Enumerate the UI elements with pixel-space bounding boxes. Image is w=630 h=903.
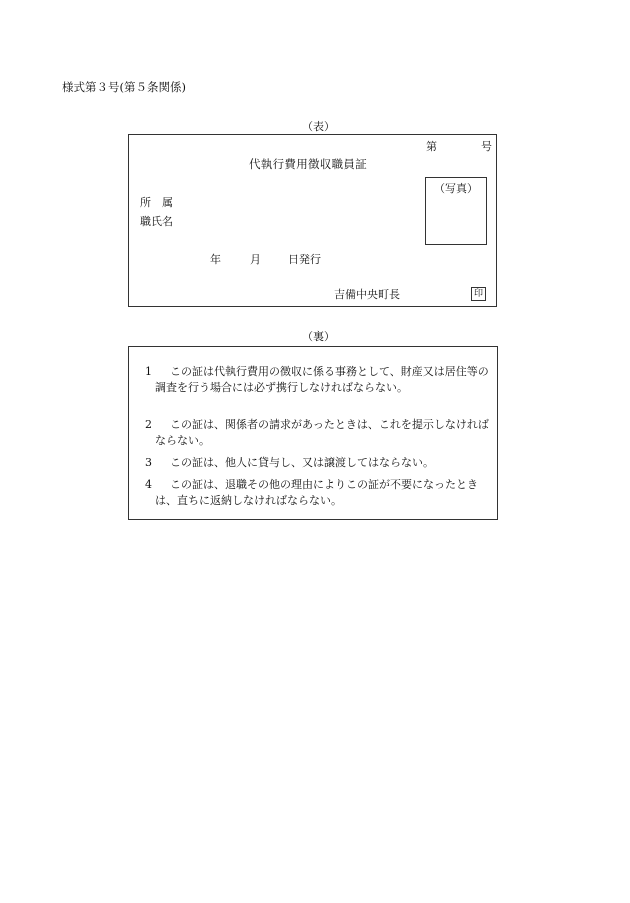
rule-number: 3 [145, 456, 152, 469]
rule-number: 4 [145, 478, 152, 491]
issue-month-label: 月 [250, 253, 261, 266]
seal-stamp: 印 [471, 287, 486, 301]
card-name: 代執行費用徴収職員証 [249, 157, 367, 171]
rule-item [145, 364, 490, 396]
card-number-prefix: 第 [426, 140, 437, 153]
back-caption: （裏） [302, 330, 335, 343]
card-back [128, 346, 498, 520]
name-label: 職氏名 [140, 215, 173, 228]
rule-text: この証は代執行費用の徴収に係る事務として、財産又は居住等の調査を行う場合には必ず携行しなければならない。 [155, 365, 489, 394]
card-front [128, 134, 497, 307]
affiliation-label: 所 属 [140, 196, 173, 209]
photo-label: （写真） [434, 182, 478, 195]
rule-text: この証は、退職その他の理由によりこの証が不要になったときは、直ちに返納しなければならない。 [155, 478, 478, 507]
form-title: 様式第３号(第５条関係) [62, 80, 186, 94]
issue-day-label: 日発行 [288, 253, 321, 266]
issuer-name: 吉備中央町長 [334, 288, 400, 301]
rule-item [145, 455, 490, 471]
photo-box [425, 177, 487, 245]
issue-year-label: 年 [210, 253, 221, 266]
rule-item [145, 417, 490, 449]
front-caption: （表） [302, 120, 335, 133]
card-number-suffix: 号 [481, 140, 492, 153]
rule-text: この証は、関係者の請求があったときは、これを提示しなければならない。 [155, 418, 489, 447]
rule-item [145, 477, 490, 509]
rule-number: 2 [145, 418, 152, 431]
rule-number: 1 [145, 365, 152, 378]
rule-text: この証は、他人に貸与し、又は譲渡してはならない。 [170, 456, 434, 469]
